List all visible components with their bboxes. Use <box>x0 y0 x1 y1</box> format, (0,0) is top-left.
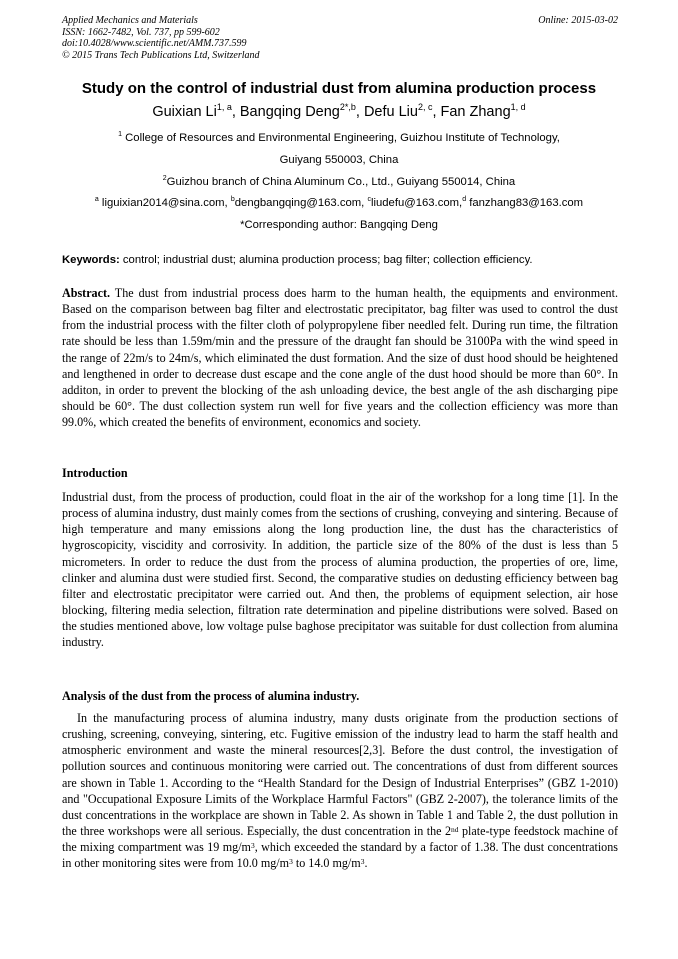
email-sup: b <box>230 195 235 203</box>
email-address: fanzhang83@163.com <box>466 197 584 209</box>
email-address: liudefu@163.com, <box>370 197 463 209</box>
email-address: dengbangqing@163.com, <box>234 197 368 209</box>
email-sup: c <box>367 195 371 203</box>
author-name: Guixian Li <box>152 104 217 120</box>
abstract <box>62 285 618 430</box>
keywords <box>62 254 618 266</box>
superscript: 3 <box>289 856 293 866</box>
analysis-text-part: plate-type feedstock machine of the mixing compartment was 19 mg/m <box>62 824 618 855</box>
author-sup: 2*,b <box>339 102 356 113</box>
author-name: Fan Zhang <box>440 104 511 120</box>
analysis-text-part: to 14.0 mg/m <box>292 856 361 871</box>
affiliation-1 <box>40 132 638 144</box>
author-list: Guixian Li$^{1, a}$, Bangqing Deng$^{2*,b}$, Defu Liu$^{2, c}$, Fan Zhang$^{1, d}$ <box>152 102 526 120</box>
affiliation-1-city: Guiyang 550003, China <box>279 154 399 166</box>
superscript: 3 <box>250 840 255 850</box>
affiliation-sup: 1 <box>118 130 122 138</box>
email-line <box>40 197 638 209</box>
author-name: Bangqing Deng <box>239 104 340 120</box>
affiliation-text: Guizhou branch of China Aluminum Co., Ltd., Guiyang 550014, China <box>166 176 516 188</box>
keywords-label: Keywords: <box>62 254 120 266</box>
abstract-text: The dust from industrial process does harm to the human health, the equipments and environment. Based on the comparison between bag filter and electrostatic precipitator, bag filter was used to control the dust from the industrial process with the filter cloth of polypropylene fiber needled felt. During run time, the filtration rate should be less than 1.59m/min and the pressure of the draught fan should be 3100Pa with the wind speed in the range of 22m/s to 24m/s, which eliminated the dust formation. And the size of dust hood should be heightened and lengthened in order to decrease dust escape and the cone angle of the dust hood should be more than 60°. In additon, in order to prevent the blocking of the ash unloading device, the best angle of the ash discharging pipe should be 60°. The dust collection system run well for five years and the collection efficiency was more than 99.0%, which created the benefits of environment, economics and society. <box>62 286 618 430</box>
issn-line: ISSN: 1662-7482, Vol. 737, pp 599-602 <box>62 26 220 38</box>
affiliation-text: College of Resources and Environmental Engineering, Guizhou Institute of Technology, <box>121 132 560 144</box>
journal-name: Applied Mechanics and Materials <box>62 15 198 26</box>
copyright-line: © 2015 Trans Tech Publications Ltd, Switzerland <box>62 49 260 61</box>
analysis-heading: Analysis of the dust from the process of alumina industry. <box>62 689 360 703</box>
author-name: Defu Liu <box>363 104 418 120</box>
affiliation-sup: 2 <box>162 174 167 182</box>
author-sup: 1, d <box>510 102 526 113</box>
doi-line: doi:10.4028/www.scientific.net/AMM.737.599 <box>62 38 247 49</box>
online-date: Online: 2015-03-02 <box>538 15 618 26</box>
analysis-text-part: In the manufacturing process of alumina industry, many dusts originate from the production sections of crushing, screening, conveying, sintering, etc. Fugitive emission of the industry lead to harm the staff health and atmospheric environment and waste the mineral resources[2,3]. Before the dust control, the investigation of pollution sources and continuous monitoring were carried out. The concentrations of dust from different sources are shown in Table 1. According to the “Health Standard for the Design of Industrial Enterprises” (GBZ 1-2010) and "Occupational Exposure Limits of the Workplace Harmful Factors" (GBZ 2-2007), the tolerance limits of the dust concentrations in the workplace are shown in Table 2. As shown in Table 1 and Table 2, the dust pollution in the three workshops were all serious. Especially, the dust concentration in the 2 <box>62 711 618 839</box>
introduction-text: Industrial dust, from the process of production, could float in the air of the workshop for a long time [1]. In the process of alumina industry, dust mainly comes from the sections of crushing, conveying and sintering. Because of high temperature and many emissions along the long production line, the dust has the characteristics of hygroscopicity, viscidity and corrosivity. In addition, the particle size of the 80% of the dust is less than 5 micrometers. In order to reduce the dust from the process of alumina production, the properties of ore, lime, clinker and alumina dust were studied first. Second, the comparative studies on dedusting efficiency between bag filter and electrostatic precipitator were carried out. And then, the problems of equipment selection, air hose blocking, filtering media selection, filtration rate determination and pipeline distributions were solved. Based on the studies mentioned above, low voltage pulse baghose precipitator was suitable for dust collection from alumina industry. <box>62 490 618 650</box>
author-sup: 1, a <box>216 102 232 113</box>
email-sup: a <box>94 195 99 203</box>
corresponding-author: *Corresponding author: Bangqing Deng <box>240 219 438 231</box>
analysis-text <box>62 710 618 872</box>
abstract-label: Abstract. <box>62 286 111 300</box>
analysis-text-part: . <box>364 856 368 871</box>
journal-header <box>62 15 618 61</box>
author-sup: 2, c <box>417 102 433 113</box>
keywords-text: control; industrial dust; alumina production process; bag filter; collection efficiency. <box>119 254 533 266</box>
email-address: liguixian2014@sina.com, <box>98 197 231 209</box>
email-sup: d <box>462 195 467 203</box>
superscript: 3 <box>360 856 365 866</box>
analysis-text-part: , which exceeded the standard by a factor of 1.38. The dust concentrations in other monitoring sites were from 10.0 mg/m <box>62 840 618 871</box>
superscript: nd <box>451 824 459 834</box>
affiliation-2 <box>40 176 638 188</box>
introduction-heading: Introduction <box>62 466 128 480</box>
paper-title: Study on the control of industrial dust from alumina production process <box>81 80 597 97</box>
